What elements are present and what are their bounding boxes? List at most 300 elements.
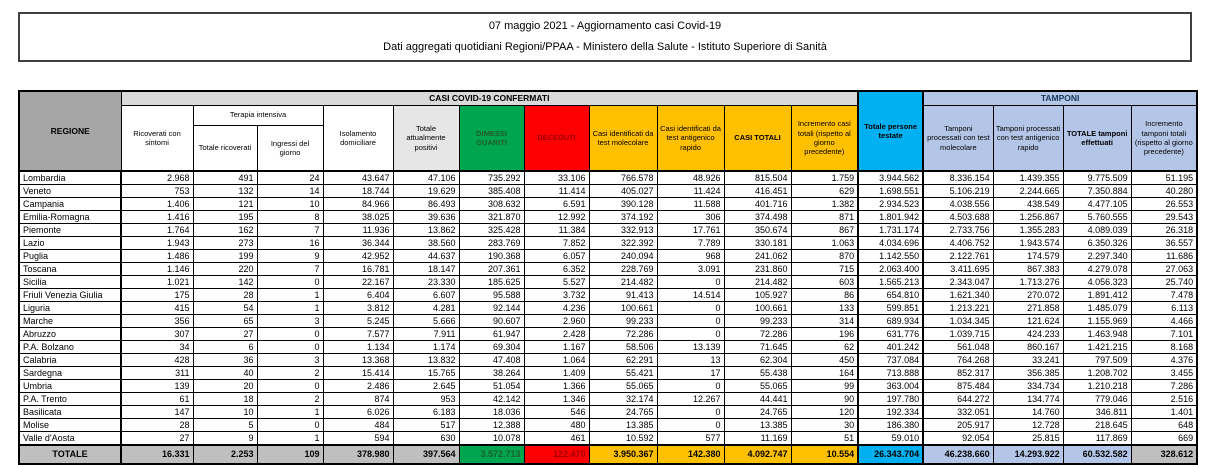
casi-molecolare-value: 228.769: [589, 263, 657, 276]
tamponi-molecolare-value: 5.106.219: [923, 185, 993, 198]
dimessi-guariti-value: 51.054: [459, 380, 524, 393]
region-name: Piemonte: [19, 224, 121, 237]
tamponi-molecolare-value: 2.122.761: [923, 250, 993, 263]
attualmente-positivi-value: 13.862: [393, 224, 459, 237]
incremento-tamponi-value: 6.113: [1131, 302, 1197, 315]
casi-totali-value: 55.438: [724, 367, 791, 380]
persone-testate-value: 401.242: [858, 341, 923, 354]
casi-totali-value: 241.062: [724, 250, 791, 263]
table-row: [19, 224, 1197, 237]
deceduti-value: 7.852: [524, 237, 589, 250]
report-subtitle: Dati aggregati quotidiani Regioni/PPAA - Ministero della Salute - Istituto Superiore di Sanità: [383, 41, 827, 53]
tamponi-totale-value: 1.463.948: [1063, 328, 1131, 341]
dimessi-guariti-value: 308.632: [459, 198, 524, 211]
incremento-tamponi-value: 648: [1131, 419, 1197, 432]
ricoverati-sintomi-value: 1.406: [121, 198, 193, 211]
terapia-ingressi-giorno-value: 2: [257, 393, 323, 406]
tamponi-antigenico-value: 271.858: [993, 302, 1063, 315]
casi-antigenico-value: 577: [657, 432, 724, 446]
incremento-tamponi-value: 27.063: [1131, 263, 1197, 276]
region-name: Lombardia: [19, 171, 121, 185]
header-terapia-totale-ricoverati: Totale ricoverati: [193, 125, 257, 171]
tamponi-molecolare-value: 852.317: [923, 367, 993, 380]
tamponi-antigenico-value: 424.233: [993, 328, 1063, 341]
deceduti-value: 6.352: [524, 263, 589, 276]
deceduti-value: 5.527: [524, 276, 589, 289]
attualmente-positivi-value: 6.183: [393, 406, 459, 419]
region-name: Valle d'Aosta: [19, 432, 121, 446]
terapia-ingressi-giorno-value: 3: [257, 315, 323, 328]
terapia-totale-ricoverati-value: 491: [193, 171, 257, 185]
deceduti-value: 1.366: [524, 380, 589, 393]
incremento-casi-value: 314: [791, 315, 858, 328]
persone-testate-value: 631.776: [858, 328, 923, 341]
table-row: [19, 380, 1197, 393]
header-tamponi-molecolare: Tamponi processati con test molecolare: [923, 105, 993, 171]
dimessi-guariti-value: 61.947: [459, 328, 524, 341]
casi-totali-value: 231.860: [724, 263, 791, 276]
table-row: [19, 289, 1197, 302]
terapia-ingressi-giorno-value: 7: [257, 224, 323, 237]
casi-totali-value: 71.645: [724, 341, 791, 354]
casi-molecolare-value: 374.192: [589, 211, 657, 224]
casi-molecolare-value: 3.950.367: [589, 445, 657, 464]
header-band-casi-confermati: CASI COVID-19 CONFERMATI: [121, 91, 858, 105]
casi-molecolare-value: 32.174: [589, 393, 657, 406]
deceduti-value: 12.992: [524, 211, 589, 224]
casi-molecolare-value: 322.392: [589, 237, 657, 250]
terapia-ingressi-giorno-value: 0: [257, 380, 323, 393]
terapia-ingressi-giorno-value: 109: [257, 445, 323, 464]
tamponi-antigenico-value: 1.256.867: [993, 211, 1063, 224]
terapia-ingressi-giorno-value: 0: [257, 328, 323, 341]
casi-antigenico-value: 0: [657, 380, 724, 393]
isolamento-domiciliare-value: 378.980: [323, 445, 393, 464]
terapia-totale-ricoverati-value: 20: [193, 380, 257, 393]
ricoverati-sintomi-value: 16.331: [121, 445, 193, 464]
deceduti-value: 4.236: [524, 302, 589, 315]
deceduti-value: 2.428: [524, 328, 589, 341]
incremento-tamponi-value: 7.286: [1131, 380, 1197, 393]
casi-antigenico-value: 0: [657, 302, 724, 315]
tamponi-molecolare-value: 2.733.756: [923, 224, 993, 237]
persone-testate-value: 3.944.562: [858, 171, 923, 185]
isolamento-domiciliare-value: 36.344: [323, 237, 393, 250]
header-casi-molecolare: Casi identificati da test molecolare: [589, 105, 657, 171]
casi-antigenico-value: 306: [657, 211, 724, 224]
casi-antigenico-value: 13: [657, 354, 724, 367]
persone-testate-value: 1.731.174: [858, 224, 923, 237]
tamponi-antigenico-value: 14.293.922: [993, 445, 1063, 464]
deceduti-value: 2.960: [524, 315, 589, 328]
deceduti-value: 546: [524, 406, 589, 419]
attualmente-positivi-value: 47.106: [393, 171, 459, 185]
terapia-ingressi-giorno-value: 1: [257, 432, 323, 446]
attualmente-positivi-value: 517: [393, 419, 459, 432]
tamponi-antigenico-value: 1.713.276: [993, 276, 1063, 289]
tamponi-totale-value: 4.477.105: [1063, 198, 1131, 211]
table-row: [19, 341, 1197, 354]
persone-testate-value: 2.063.400: [858, 263, 923, 276]
casi-molecolare-value: 62.291: [589, 354, 657, 367]
table-row: [19, 211, 1197, 224]
isolamento-domiciliare-value: 15.414: [323, 367, 393, 380]
table-row: [19, 328, 1197, 341]
terapia-totale-ricoverati-value: 6: [193, 341, 257, 354]
tamponi-totale-value: 1.210.218: [1063, 380, 1131, 393]
region-name: Puglia: [19, 250, 121, 263]
region-name: Abruzzo: [19, 328, 121, 341]
dimessi-guariti-value: 207.361: [459, 263, 524, 276]
region-name: Campania: [19, 198, 121, 211]
terapia-totale-ricoverati-value: 220: [193, 263, 257, 276]
dimessi-guariti-value: 69.304: [459, 341, 524, 354]
deceduti-value: 1.167: [524, 341, 589, 354]
dimessi-guariti-value: 95.588: [459, 289, 524, 302]
region-name: Basilicata: [19, 406, 121, 419]
header-dimessi-guariti: DIMESSI GUARITI: [459, 105, 524, 171]
tamponi-antigenico-value: 33.241: [993, 354, 1063, 367]
isolamento-domiciliare-value: 42.952: [323, 250, 393, 263]
terapia-ingressi-giorno-value: 1: [257, 406, 323, 419]
isolamento-domiciliare-value: 1.134: [323, 341, 393, 354]
deceduti-value: 461: [524, 432, 589, 446]
tamponi-antigenico-value: 12.728: [993, 419, 1063, 432]
ricoverati-sintomi-value: 1.943: [121, 237, 193, 250]
incremento-casi-value: 870: [791, 250, 858, 263]
region-name: TOTALE: [19, 445, 121, 464]
table-row: [19, 432, 1197, 446]
casi-totali-value: 374.498: [724, 211, 791, 224]
isolamento-domiciliare-value: 594: [323, 432, 393, 446]
incremento-casi-value: 164: [791, 367, 858, 380]
dimessi-guariti-value: 42.142: [459, 393, 524, 406]
incremento-casi-value: 196: [791, 328, 858, 341]
header-attualmente-positivi: Totale attualmente positivi: [393, 105, 459, 171]
tamponi-molecolare-value: 644.272: [923, 393, 993, 406]
deceduti-value: 122.470: [524, 445, 589, 464]
dimessi-guariti-value: 3.572.713: [459, 445, 524, 464]
incremento-casi-value: 133: [791, 302, 858, 315]
region-name: Molise: [19, 419, 121, 432]
persone-testate-value: 599.851: [858, 302, 923, 315]
incremento-tamponi-value: 36.557: [1131, 237, 1197, 250]
terapia-totale-ricoverati-value: 2.253: [193, 445, 257, 464]
deceduti-value: 1.064: [524, 354, 589, 367]
casi-molecolare-value: 55.421: [589, 367, 657, 380]
header-incremento-casi: Incremento casi totali (rispetto al giorno precedente): [791, 105, 858, 171]
casi-totali-value: 214.482: [724, 276, 791, 289]
casi-totali-value: 11.169: [724, 432, 791, 446]
tamponi-totale-value: 1.421.215: [1063, 341, 1131, 354]
terapia-ingressi-giorno-value: 1: [257, 289, 323, 302]
tamponi-antigenico-value: 356.385: [993, 367, 1063, 380]
report-title-box: [18, 12, 1192, 62]
tamponi-molecolare-value: 4.406.752: [923, 237, 993, 250]
attualmente-positivi-value: 6.607: [393, 289, 459, 302]
table-row: [19, 276, 1197, 289]
isolamento-domiciliare-value: 43.647: [323, 171, 393, 185]
casi-antigenico-value: 0: [657, 276, 724, 289]
tamponi-molecolare-value: 4.503.688: [923, 211, 993, 224]
casi-molecolare-value: 390.128: [589, 198, 657, 211]
dimessi-guariti-value: 90.607: [459, 315, 524, 328]
attualmente-positivi-value: 13.832: [393, 354, 459, 367]
tamponi-totale-value: 4.089.039: [1063, 224, 1131, 237]
casi-antigenico-value: 17.761: [657, 224, 724, 237]
casi-antigenico-value: 142.380: [657, 445, 724, 464]
casi-antigenico-value: 3.091: [657, 263, 724, 276]
casi-totali-value: 44.441: [724, 393, 791, 406]
region-name: Umbria: [19, 380, 121, 393]
tamponi-antigenico-value: 438.549: [993, 198, 1063, 211]
ricoverati-sintomi-value: 1.146: [121, 263, 193, 276]
region-name: Toscana: [19, 263, 121, 276]
terapia-totale-ricoverati-value: 273: [193, 237, 257, 250]
dimessi-guariti-value: 325.428: [459, 224, 524, 237]
casi-totali-value: 24.765: [724, 406, 791, 419]
dimessi-guariti-value: 321.870: [459, 211, 524, 224]
attualmente-positivi-value: 15.765: [393, 367, 459, 380]
ricoverati-sintomi-value: 28: [121, 419, 193, 432]
region-name: Friuli Venezia Giulia: [19, 289, 121, 302]
persone-testate-value: 1.698.551: [858, 185, 923, 198]
terapia-totale-ricoverati-value: 132: [193, 185, 257, 198]
tamponi-molecolare-value: 561.048: [923, 341, 993, 354]
casi-antigenico-value: 17: [657, 367, 724, 380]
ricoverati-sintomi-value: 307: [121, 328, 193, 341]
persone-testate-value: 1.142.550: [858, 250, 923, 263]
casi-antigenico-value: 7.789: [657, 237, 724, 250]
terapia-totale-ricoverati-value: 65: [193, 315, 257, 328]
region-name: Lazio: [19, 237, 121, 250]
casi-totali-value: 100.661: [724, 302, 791, 315]
terapia-ingressi-giorno-value: 7: [257, 263, 323, 276]
incremento-casi-value: 10.554: [791, 445, 858, 464]
tamponi-totale-value: 218.645: [1063, 419, 1131, 432]
tamponi-antigenico-value: 1.943.574: [993, 237, 1063, 250]
tamponi-molecolare-value: 4.038.556: [923, 198, 993, 211]
incremento-casi-value: 1.063: [791, 237, 858, 250]
dimessi-guariti-value: 385.408: [459, 185, 524, 198]
casi-molecolare-value: 214.482: [589, 276, 657, 289]
casi-molecolare-value: 91.413: [589, 289, 657, 302]
terapia-ingressi-giorno-value: 1: [257, 302, 323, 315]
casi-antigenico-value: 0: [657, 419, 724, 432]
persone-testate-value: 1.565.213: [858, 276, 923, 289]
terapia-totale-ricoverati-value: 40: [193, 367, 257, 380]
isolamento-domiciliare-value: 38.025: [323, 211, 393, 224]
casi-molecolare-value: 13.385: [589, 419, 657, 432]
incremento-tamponi-value: 25.740: [1131, 276, 1197, 289]
terapia-totale-ricoverati-value: 5: [193, 419, 257, 432]
isolamento-domiciliare-value: 22.167: [323, 276, 393, 289]
deceduti-value: 6.057: [524, 250, 589, 263]
persone-testate-value: 197.780: [858, 393, 923, 406]
incremento-casi-value: 871: [791, 211, 858, 224]
incremento-tamponi-value: 51.195: [1131, 171, 1197, 185]
terapia-totale-ricoverati-value: 54: [193, 302, 257, 315]
terapia-totale-ricoverati-value: 36: [193, 354, 257, 367]
terapia-ingressi-giorno-value: 8: [257, 211, 323, 224]
incremento-tamponi-value: 8.168: [1131, 341, 1197, 354]
terapia-ingressi-giorno-value: 0: [257, 276, 323, 289]
casi-molecolare-value: 99.233: [589, 315, 657, 328]
table-row: [19, 237, 1197, 250]
attualmente-positivi-value: 2.645: [393, 380, 459, 393]
casi-totali-value: 416.451: [724, 185, 791, 198]
table-row: [19, 302, 1197, 315]
tamponi-antigenico-value: 1.355.283: [993, 224, 1063, 237]
terapia-ingressi-giorno-value: 10: [257, 198, 323, 211]
casi-totali-value: 55.065: [724, 380, 791, 393]
tamponi-totale-value: 797.509: [1063, 354, 1131, 367]
table-row: [19, 393, 1197, 406]
terapia-totale-ricoverati-value: 121: [193, 198, 257, 211]
casi-totali-value: 62.304: [724, 354, 791, 367]
dimessi-guariti-value: 18.036: [459, 406, 524, 419]
tamponi-totale-value: 1.155.969: [1063, 315, 1131, 328]
incremento-casi-value: 715: [791, 263, 858, 276]
casi-totali-value: 401.716: [724, 198, 791, 211]
terapia-totale-ricoverati-value: 18: [193, 393, 257, 406]
deceduti-value: 11.384: [524, 224, 589, 237]
incremento-tamponi-value: 7.478: [1131, 289, 1197, 302]
table-row: [19, 354, 1197, 367]
terapia-totale-ricoverati-value: 9: [193, 432, 257, 446]
total-row: [19, 445, 1197, 464]
incremento-tamponi-value: 1.401: [1131, 406, 1197, 419]
table-row: [19, 171, 1197, 185]
casi-totali-value: 99.233: [724, 315, 791, 328]
tamponi-totale-value: 1.485.079: [1063, 302, 1131, 315]
tamponi-molecolare-value: 92.054: [923, 432, 993, 446]
tamponi-totale-value: 779.046: [1063, 393, 1131, 406]
ricoverati-sintomi-value: 61: [121, 393, 193, 406]
casi-antigenico-value: 12.267: [657, 393, 724, 406]
header-terapia-intensiva: Terapia intensiva: [193, 105, 323, 125]
ricoverati-sintomi-value: 2.968: [121, 171, 193, 185]
persone-testate-value: 59.010: [858, 432, 923, 446]
isolamento-domiciliare-value: 6.404: [323, 289, 393, 302]
persone-testate-value: 654.810: [858, 289, 923, 302]
tamponi-molecolare-value: 3.411.695: [923, 263, 993, 276]
tamponi-molecolare-value: 1.213.221: [923, 302, 993, 315]
terapia-totale-ricoverati-value: 195: [193, 211, 257, 224]
isolamento-domiciliare-value: 11.936: [323, 224, 393, 237]
tamponi-antigenico-value: 334.734: [993, 380, 1063, 393]
casi-antigenico-value: 968: [657, 250, 724, 263]
region-name: Veneto: [19, 185, 121, 198]
isolamento-domiciliare-value: 6.026: [323, 406, 393, 419]
incremento-tamponi-value: 26.318: [1131, 224, 1197, 237]
tamponi-molecolare-value: 875.484: [923, 380, 993, 393]
dimessi-guariti-value: 185.625: [459, 276, 524, 289]
casi-antigenico-value: 14.514: [657, 289, 724, 302]
ricoverati-sintomi-value: 428: [121, 354, 193, 367]
incremento-tamponi-value: 7.101: [1131, 328, 1197, 341]
casi-antigenico-value: 0: [657, 406, 724, 419]
isolamento-domiciliare-value: 5.245: [323, 315, 393, 328]
terapia-ingressi-giorno-value: 3: [257, 354, 323, 367]
header-persone-testate: Totale persone testate: [858, 91, 923, 171]
incremento-tamponi-value: 4.466: [1131, 315, 1197, 328]
isolamento-domiciliare-value: 874: [323, 393, 393, 406]
terapia-totale-ricoverati-value: 27: [193, 328, 257, 341]
casi-molecolare-value: 766.578: [589, 171, 657, 185]
header-tamponi-antigenico: Tamponi processati con test antigenico rapido: [993, 105, 1063, 171]
attualmente-positivi-value: 953: [393, 393, 459, 406]
report-title: 07 maggio 2021 - Aggiornamento casi Covid-19: [488, 20, 722, 32]
ricoverati-sintomi-value: 27: [121, 432, 193, 446]
dimessi-guariti-value: 10.078: [459, 432, 524, 446]
terapia-ingressi-giorno-value: 24: [257, 171, 323, 185]
attualmente-positivi-value: 630: [393, 432, 459, 446]
deceduti-value: 3.732: [524, 289, 589, 302]
casi-antigenico-value: 48.926: [657, 171, 724, 185]
terapia-ingressi-giorno-value: 0: [257, 341, 323, 354]
persone-testate-value: 186.380: [858, 419, 923, 432]
casi-molecolare-value: 72.286: [589, 328, 657, 341]
table-row: [19, 406, 1197, 419]
region-name: P.A. Bolzano: [19, 341, 121, 354]
tamponi-totale-value: 5.760.555: [1063, 211, 1131, 224]
persone-testate-value: 1.801.942: [858, 211, 923, 224]
casi-totali-value: 72.286: [724, 328, 791, 341]
ricoverati-sintomi-value: 1.486: [121, 250, 193, 263]
tamponi-antigenico-value: 270.072: [993, 289, 1063, 302]
tamponi-antigenico-value: 867.383: [993, 263, 1063, 276]
incremento-casi-value: 30: [791, 419, 858, 432]
dimessi-guariti-value: 190.368: [459, 250, 524, 263]
attualmente-positivi-value: 38.560: [393, 237, 459, 250]
terapia-ingressi-giorno-value: 9: [257, 250, 323, 263]
attualmente-positivi-value: 18.147: [393, 263, 459, 276]
incremento-tamponi-value: 328.612: [1131, 445, 1197, 464]
tamponi-molecolare-value: 1.039.715: [923, 328, 993, 341]
header-band-tamponi: TAMPONI: [923, 91, 1197, 105]
incremento-tamponi-value: 40.280: [1131, 185, 1197, 198]
table-row: [19, 263, 1197, 276]
region-name: Emilia-Romagna: [19, 211, 121, 224]
persone-testate-value: 26.343.704: [858, 445, 923, 464]
persone-testate-value: 689.934: [858, 315, 923, 328]
casi-antigenico-value: 13.139: [657, 341, 724, 354]
incremento-casi-value: 120: [791, 406, 858, 419]
table-header: [19, 91, 1197, 171]
terapia-totale-ricoverati-value: 28: [193, 289, 257, 302]
casi-totali-value: 330.181: [724, 237, 791, 250]
attualmente-positivi-value: 7.911: [393, 328, 459, 341]
incremento-tamponi-value: 2.516: [1131, 393, 1197, 406]
terapia-totale-ricoverati-value: 199: [193, 250, 257, 263]
casi-molecolare-value: 10.592: [589, 432, 657, 446]
dimessi-guariti-value: 47.408: [459, 354, 524, 367]
isolamento-domiciliare-value: 3.812: [323, 302, 393, 315]
tamponi-totale-value: 7.350.884: [1063, 185, 1131, 198]
tamponi-antigenico-value: 14.760: [993, 406, 1063, 419]
tamponi-antigenico-value: 134.774: [993, 393, 1063, 406]
persone-testate-value: 737.084: [858, 354, 923, 367]
incremento-casi-value: 62: [791, 341, 858, 354]
terapia-totale-ricoverati-value: 10: [193, 406, 257, 419]
incremento-casi-value: 450: [791, 354, 858, 367]
incremento-casi-value: 90: [791, 393, 858, 406]
tamponi-antigenico-value: 2.244.665: [993, 185, 1063, 198]
casi-totali-value: 815.504: [724, 171, 791, 185]
casi-antigenico-value: 0: [657, 315, 724, 328]
attualmente-positivi-value: 39.636: [393, 211, 459, 224]
